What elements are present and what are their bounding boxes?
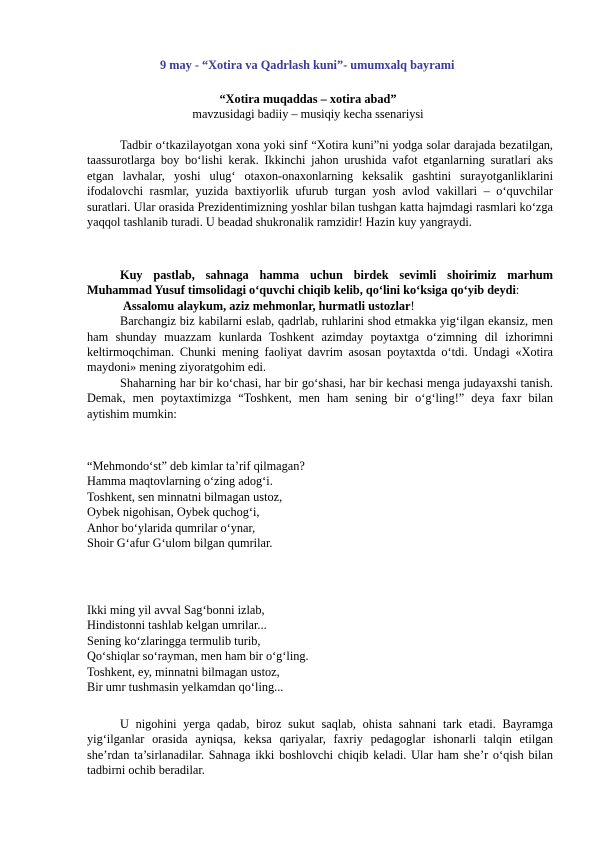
poem-line: Toshkent, sen minnatni bilmagan ustoz,	[87, 489, 283, 504]
poem-line: Qo‘shiqlar so‘rayman, men ham bir o‘g‘ling.	[87, 649, 309, 664]
scenario-subtitle: mavzusidagi badiiy – musiqiy kecha ssenariysi	[192, 107, 424, 121]
poem-stanza-2	[87, 603, 487, 695]
poem-line: Bir umr tushmasin yelkamdan qo‘ling...	[87, 679, 284, 694]
stage-direction-paragraph	[87, 268, 553, 299]
closing-section	[87, 717, 553, 779]
intro-paragraph: Tadbir o‘tkazilayotgan xona yoki sinf “Xotira kuni”ni yodga solar darajada bezatilgan, taassurotlarga boy bo‘lishi kerak. Ikkinchi jahon urushida vafot etganlarning suratlari aks etgan lavhalar, yoshi ulug‘ otaxon-onaxonlarning keksalik gashtini surayotganliklarini ifodalovchi rasmlar, yuzida baxtiyorlik ufurub turgan yosh avlod vakillari – o‘quvchilar suratlari. Ular orasida Prezidentimizning yoshlar bilan tushgan katta hajmdagi rasmlari ko‘zga yaqqol tashlanib turadi. U beadad shukronalik ramzidir! Hazin kuy yangraydi.	[87, 138, 553, 230]
stage-direction-section	[87, 268, 553, 422]
stage-direction-text: Kuy pastlab, sahnaga hamma uchun birdek sevimli shoirimiz marhum Muhammad Yusuf timsolidagi o‘quvchi chiqib kelib, qo‘lini ko‘ksiga qo‘yib deydi	[87, 268, 553, 298]
closing-paragraph: U nigohini yerga qadab, biroz sukut saqlab, ohista sahnani tark etadi. Bayramga yig‘ilganlar orasida ayniqsa, keksa qariyalar, faxriy pedagoglar ishonarli talqin etilgan she’rdan ta’sirlanadilar. Sahnaga ikki boshlovchi chiqib keladi. Ular ham she’r o‘qish bilan tadbirni ochib beradilar.	[87, 717, 553, 778]
poem-line: Shoir G‘afur G‘ulom bilgan qumrilar.	[87, 535, 273, 550]
poem-line: Anhor bo‘ylarida qumrilar o‘ynar,	[87, 520, 256, 535]
poem-line: Oybek nigohisan, Oybek quchog‘i,	[87, 505, 260, 520]
poem-line: Hamma maqtovlarning o‘zing adog‘i.	[87, 474, 273, 489]
poem-line: Hindistonni tashlab kelgan umrilar...	[87, 618, 267, 633]
greeting-line	[87, 299, 553, 314]
speech-paragraph-1: Barchangiz biz kabilarni eslab, qadrlab, ruhlarini shod etmakka yig‘ilgan ekansiz, men ham shunday muazzam kunlarda Toshkent azimday poytaxtga o‘zimning dil izhorimni keltirmoqchiman. Chunki mening faoliyat davrim asosan poytaxtda o‘tdi. Undagi «Xotira maydoni» mening ziyoratgohim edi.	[87, 314, 553, 375]
document-title: 9 may - “Xotira va Qadrlash kuni”- umumxalq bayrami	[160, 58, 455, 72]
poem-line: Sening ko‘zlaringga termulib turib,	[87, 633, 261, 648]
intro-section	[87, 138, 553, 230]
greeting-text: Assalomu alaykum, aziz mehmonlar, hurmatli ustozlar	[123, 298, 411, 313]
speech-paragraph-2: Shaharning har bir ko‘chasi, har bir go‘shasi, har bir kechasi menga judayaxshi tanish. Demak, men poytaxtimizga “Toshkent, men ham sening bir o‘g‘ling!” deya faxr bilan aytishim mumkin:	[87, 375, 553, 421]
poem-line: “Mehmondo‘st” deb kimlar ta’rif qilmagan?	[87, 459, 305, 473]
poem-line: Toshkent, ey, minnatni bilmagan ustoz,	[87, 664, 280, 679]
poem-stanza-1	[87, 459, 487, 551]
stage-direction-colon: :	[515, 283, 520, 298]
scenario-theme: “Xotira muqaddas – xotira abad”	[219, 92, 397, 106]
poem-line: Ikki ming yil avval Sag‘bonni izlab,	[87, 603, 265, 617]
greeting-punct: !	[410, 298, 415, 313]
